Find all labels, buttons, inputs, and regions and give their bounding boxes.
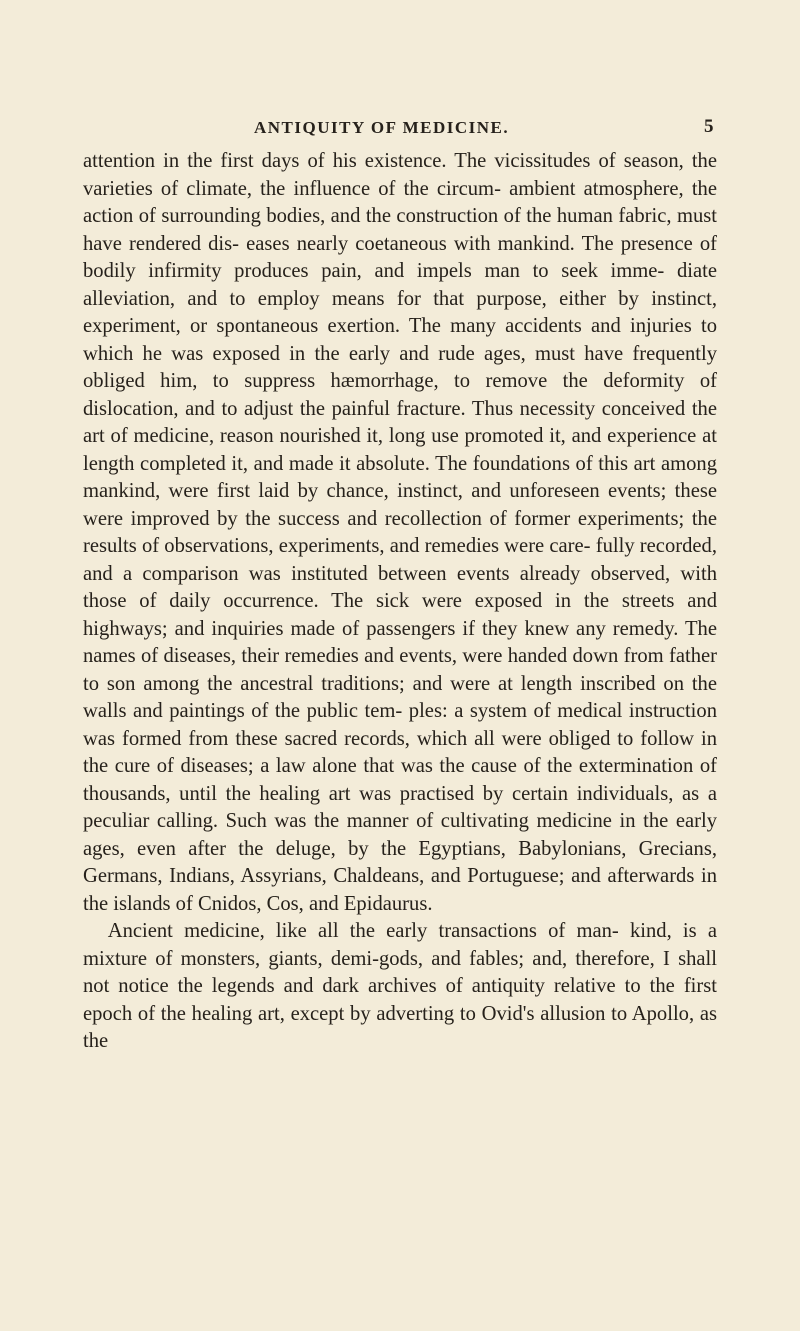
body-text	[83, 148, 717, 1056]
paragraph-2: Ancient medicine, like all the early transactions of man- kind, is a mixture of monsters, giants, demi-gods, and fables; and, therefore, I shall not notice the legends and dark archives of antiquity relative to the first epoch of the healing art, except by adverting to Ovid's allusion to Apollo, as the	[83, 920, 717, 1052]
page-number: 5	[704, 116, 714, 137]
paragraph-1: attention in the first days of his existence. The vicissitudes of season, the varieties of climate, the influence of the circum- ambient atmosphere, the action of surrounding bodies, and the construction of the human fabric, must have rendered dis- eases nearly coetaneous with mankind. The presence of bodily infirmity produces pain, and impels man to seek imme- diate alleviation, and to employ means for that purpose, either by instinct, experiment, or spontaneous exertion. The many accidents and injuries to which he was exposed in the early and rude ages, must have frequently obliged him, to suppress hæmorrhage, to remove the deformity of dislocation, and to adjust the painful fracture. Thus necessity conceived the art of medicine, reason nourished it, long use promoted it, and experience at length completed it, and made it absolute. The foundations of this art among mankind, were first laid by chance, instinct, and unforeseen events; these were improved by the success and recollection of former experiments; the results of observations, experiments, and remedies were care- fully recorded, and a comparison was instituted between events already observed, with those of daily occurrence. The sick were exposed in the streets and highways; and inquiries made of passengers if they knew any remedy. The names of diseases, their remedies and events, were handed down from father to son among the ancestral traditions; and were at length inscribed on the walls and paintings of the public tem- ples: a system of medical instruction was formed from these sacred records, which all were obliged to follow in the cure of diseases; a law alone that was the cause of the extermination of thousands, until the healing art was practised by certain individuals, as a peculiar calling. Such was the manner of cultivating medicine in the early ages, even after the deluge, by the Egyptians, Babylonians, Grecians, Germans, Indians, Assyrians, Chaldeans, and Portuguese; and afterwards in the islands of Cnidos, Cos, and Epidaurus.	[83, 150, 717, 915]
running-head-title: ANTIQUITY OF MEDICINE.	[254, 118, 510, 137]
